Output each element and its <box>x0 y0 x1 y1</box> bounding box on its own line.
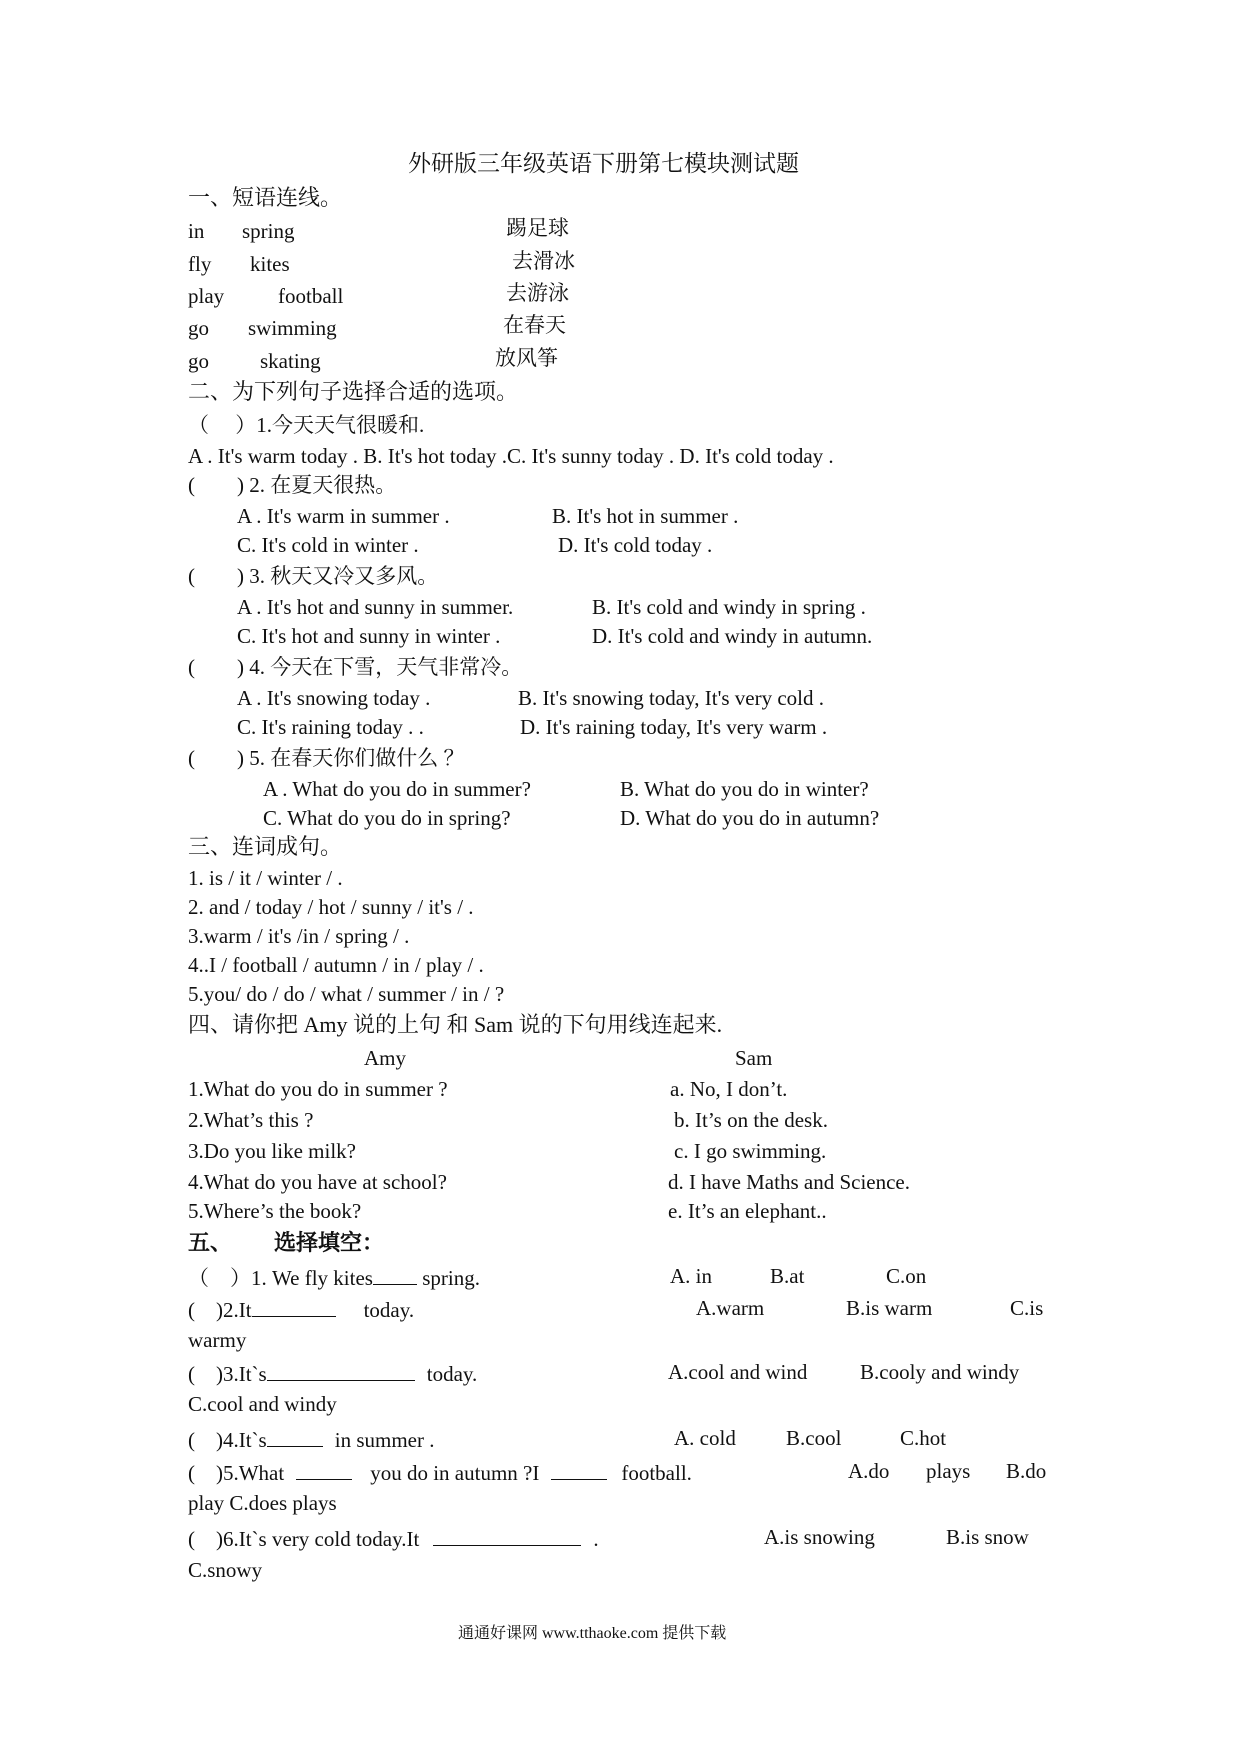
question-stem: （ ）1.今天天气很暖和. <box>188 413 425 437</box>
phrase-word2: kites <box>250 252 290 276</box>
page-title: 外研版三年级英语下册第七模块测试题 <box>408 151 799 176</box>
phrase-word2: football <box>278 284 344 308</box>
option-a: A.is snowing <box>764 1525 875 1549</box>
option-wrap: C.cool and windy <box>188 1392 337 1416</box>
option-d: D. It's cold today . <box>558 533 713 557</box>
option-wrap: C.snowy <box>188 1558 263 1582</box>
fill-question-text: ( )4.It`s <box>188 1428 267 1452</box>
section5-heading: 选择填空： <box>274 1230 385 1255</box>
answer-blank[interactable] <box>551 1461 607 1480</box>
question-stem: ( ) 2. 在夏天很热。 <box>188 473 397 497</box>
fill-question-text: ( )2.It <box>188 1298 252 1322</box>
question-stem: ( ) 4. 今天在下雪，天气非常冷。 <box>188 655 523 679</box>
amy-line: 1.What do you do in summer ? <box>188 1077 448 1101</box>
option-wrap: warmy <box>188 1328 247 1352</box>
amy-line: 5.Where’s the book? <box>188 1199 362 1223</box>
fill-question-text: in summer . <box>334 1428 435 1452</box>
section5-heading-number: 五、 <box>188 1230 233 1255</box>
answer-blank[interactable] <box>433 1527 581 1546</box>
fill-question <box>188 1461 692 1484</box>
answer-blank[interactable] <box>267 1362 415 1381</box>
sam-line: c. I go swimming. <box>674 1139 827 1163</box>
option-c: C. It's raining today . . <box>237 715 424 739</box>
option-b: B.is snow <box>946 1525 1029 1549</box>
phrase-word1: fly <box>188 252 212 276</box>
option-b: B. It's cold and windy in spring . <box>592 595 866 619</box>
fill-question <box>188 1298 414 1321</box>
amy-line: 4.What do you have at school? <box>188 1170 447 1194</box>
option-a: A . It's snowing today . <box>237 686 431 710</box>
option-b: B. It's hot in summer . <box>552 504 739 528</box>
option-b: B.cooly and windy <box>860 1360 1020 1384</box>
fill-question-text: you do in autumn ?I <box>370 1461 540 1485</box>
option-a: A . It's warm in summer . <box>237 504 450 528</box>
option-a: A . What do you do in summer? <box>263 777 531 801</box>
fill-question-text: spring. <box>416 1266 480 1290</box>
sam-line: b. It’s on the desk. <box>674 1108 828 1132</box>
page-footer: 通通好课网 www.tthaoke.com 提供下载 <box>458 1625 727 1642</box>
section3-heading: 三、连词成句。 <box>188 834 343 859</box>
phrase-word1: go <box>188 349 209 373</box>
answer-blank[interactable] <box>252 1298 336 1317</box>
phrase-word2: spring <box>242 219 295 243</box>
option-d: D. What do you do in autumn? <box>620 806 880 830</box>
option-c: C. It's cold in winter . <box>237 533 419 557</box>
sam-line: d. I have Maths and Science. <box>668 1170 911 1194</box>
question-options: A . It's warm today . B. It's hot today .C. It's sunny today . D. It's cold today . <box>188 444 834 468</box>
option-c: C.is <box>1010 1296 1044 1320</box>
option-b: B.do <box>1006 1459 1047 1483</box>
phrase-word2: skating <box>260 349 321 373</box>
phrase-chinese: 去游泳 <box>506 281 569 305</box>
fill-question <box>188 1428 434 1451</box>
phrase-chinese: 在春天 <box>503 313 566 337</box>
sam-column-header: Sam <box>735 1046 773 1070</box>
option-c: C.hot <box>900 1426 947 1450</box>
phrase-chinese: 放风筝 <box>495 346 558 370</box>
fill-question-text: today. <box>363 1298 415 1322</box>
option-a: A. cold <box>674 1426 736 1450</box>
option-d: D. It's cold and windy in autumn. <box>592 624 873 648</box>
option-b: B. What do you do in winter? <box>620 777 869 801</box>
phrase-chinese: 踢足球 <box>506 216 569 240</box>
option-a: A.cool and wind <box>668 1360 808 1384</box>
section2-heading: 二、为下列句子选择合适的选项。 <box>188 379 519 404</box>
option-c: C. It's hot and sunny in winter . <box>237 624 501 648</box>
amy-line: 3.Do you like milk? <box>188 1139 356 1163</box>
fill-question <box>188 1527 599 1550</box>
word-order-item: 4..I / football / autumn / in / play / . <box>188 953 484 977</box>
fill-question-text: football. <box>621 1461 692 1485</box>
option-wrap: play C.does plays <box>188 1491 337 1515</box>
word-order-item: 5.you/ do / do / what / summer / in / ? <box>188 982 505 1006</box>
section4-heading: 四、请你把 Amy 说的上句 和 Sam 说的下句用线连起来. <box>188 1012 723 1037</box>
option-c: C. What do you do in spring? <box>263 806 511 830</box>
word-order-item: 1. is / it / winter / . <box>188 866 343 890</box>
amy-line: 2.What’s this ? <box>188 1108 314 1132</box>
answer-blank[interactable] <box>296 1461 352 1480</box>
fill-question-text: . <box>593 1527 599 1551</box>
phrase-word1: play <box>188 284 225 308</box>
option-a: A.warm <box>696 1296 765 1320</box>
option-b: B.is warm <box>846 1296 933 1320</box>
word-order-item: 3.warm / it's /in / spring / . <box>188 924 410 948</box>
phrase-word1: in <box>188 219 205 243</box>
option-d: D. It's raining today, It's very warm . <box>520 715 828 739</box>
section1-heading: 一、短语连线。 <box>188 185 343 210</box>
word-order-item: 2. and / today / hot / sunny / it's / . <box>188 895 474 919</box>
option-a-verb: plays <box>926 1459 971 1483</box>
sam-line: e. It’s an elephant.. <box>668 1199 827 1223</box>
fill-question-text: today. <box>426 1362 478 1386</box>
fill-question-text: （ ）1. We fly kites <box>188 1266 373 1290</box>
option-b: B. It's snowing today, It's very cold . <box>518 686 825 710</box>
answer-blank[interactable] <box>267 1428 323 1447</box>
option-c: C.on <box>886 1264 927 1288</box>
option-b: B.at <box>770 1264 805 1288</box>
fill-question <box>188 1362 477 1385</box>
option-a: A. in <box>670 1264 712 1288</box>
question-stem: ( ) 5. 在春天你们做什么 ？ <box>188 746 465 770</box>
option-a: A.do <box>848 1459 890 1483</box>
answer-blank[interactable] <box>373 1266 417 1285</box>
amy-column-header: Amy <box>364 1046 406 1070</box>
fill-question-text: ( )3.It`s <box>188 1362 267 1386</box>
fill-question <box>188 1266 480 1289</box>
phrase-word2: swimming <box>248 316 337 340</box>
fill-question-text: ( )5.What <box>188 1461 285 1485</box>
option-a: A . It's hot and sunny in summer. <box>237 595 514 619</box>
fill-question-text: ( )6.It`s very cold today.It <box>188 1527 420 1551</box>
question-stem: ( ) 3. 秋天又冷又多风。 <box>188 564 439 588</box>
phrase-word1: go <box>188 316 209 340</box>
phrase-chinese: 去滑冰 <box>512 249 575 273</box>
option-b: B.cool <box>786 1426 842 1450</box>
sam-line: a. No, I don’t. <box>670 1077 788 1101</box>
